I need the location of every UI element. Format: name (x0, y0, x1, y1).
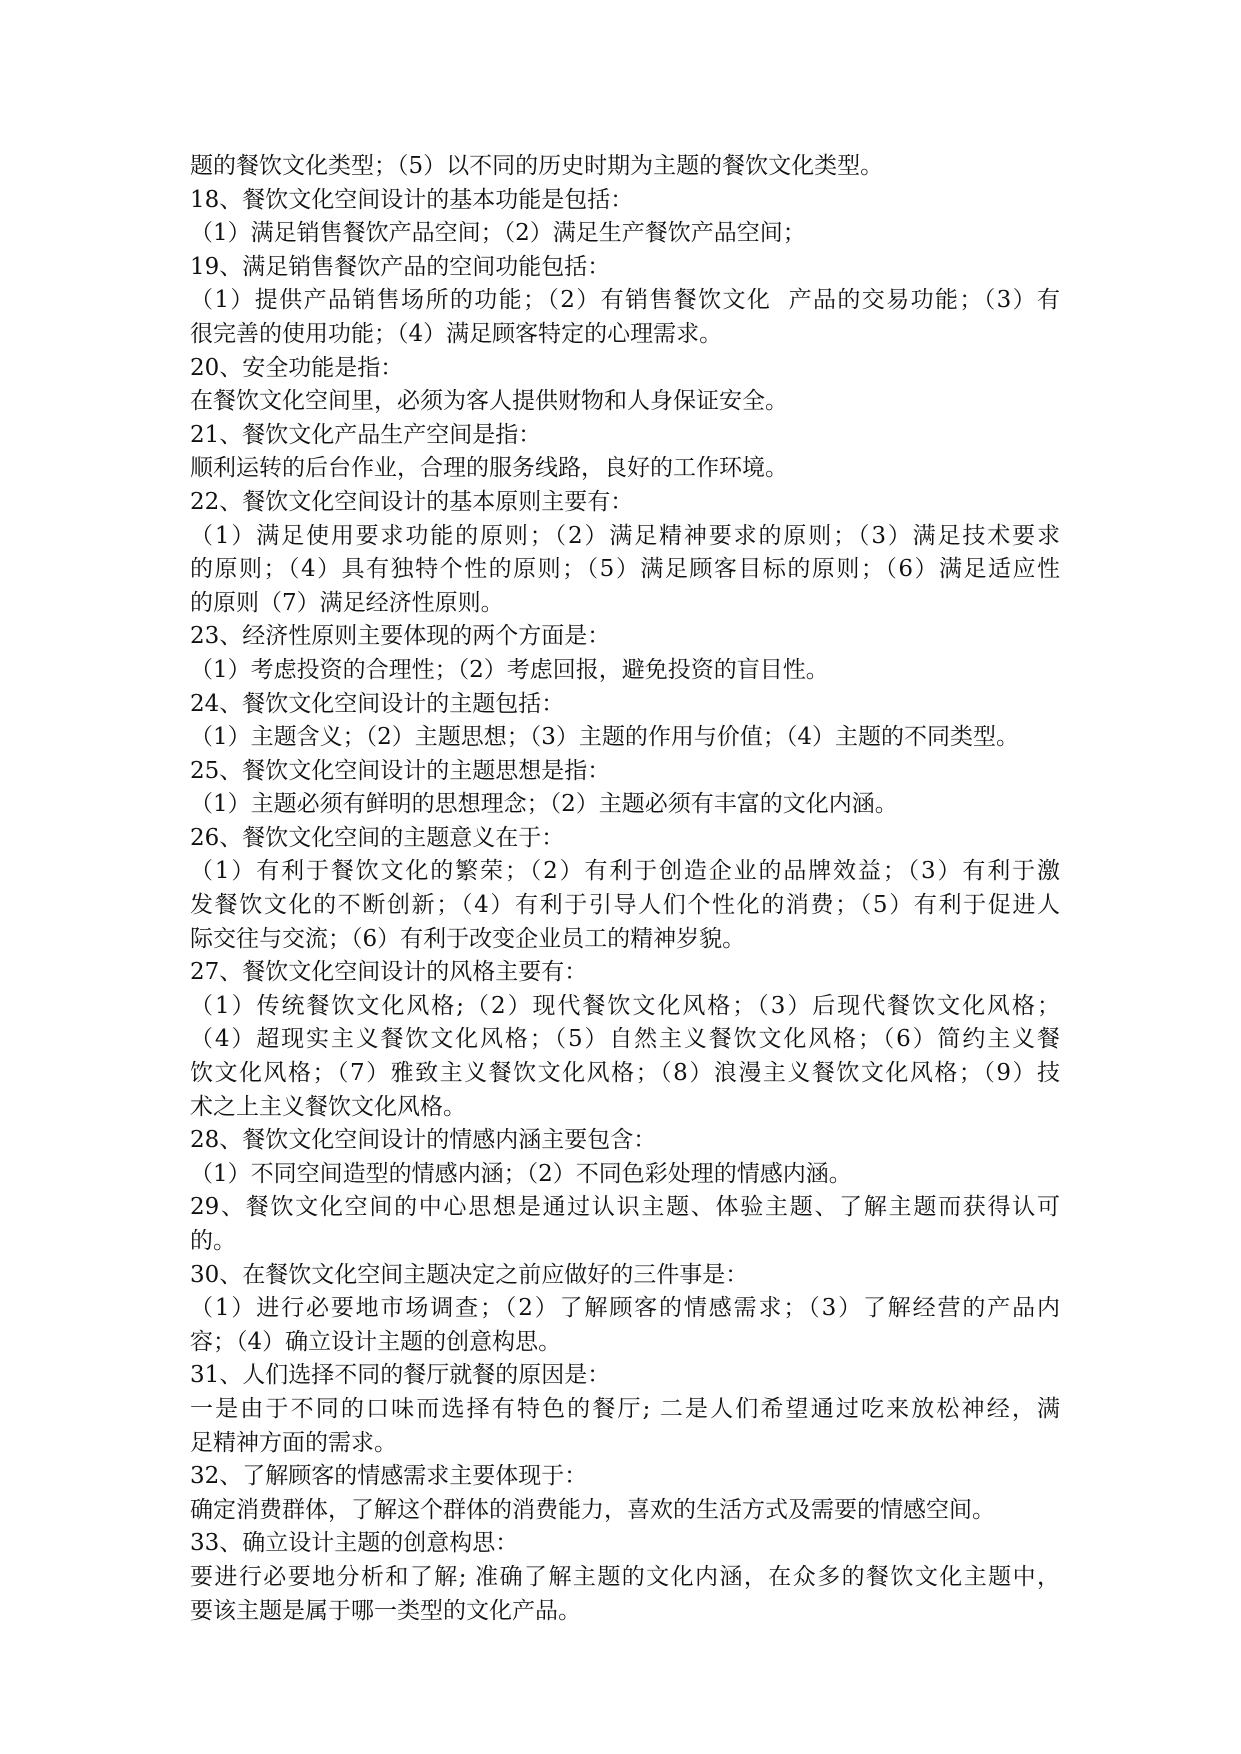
text-line: 容；（4）确立设计主题的创意构思。 (190, 1328, 562, 1355)
text-line: 要进行必要地分析和了解; 准确了解主题的文化内涵，在众多的餐饮文化主题中， (190, 1563, 1060, 1590)
text-line: 31、人们选择不同的餐厅就餐的原因是： (190, 1362, 611, 1389)
text-line: 25、餐饮文化空间设计的主题思想是指： (190, 757, 611, 784)
text-line: 的原则；（4）具有独特个性的原则；（5）满足顾客目标的原则；（6）满足适应性 (190, 556, 1060, 583)
text-line: 30、在餐饮文化空间主题决定之前应做好的三件事是： (190, 1261, 749, 1288)
text-line: 20、安全功能是指： (190, 354, 404, 381)
text-line: 很完善的使用功能；（4）满足顾客特定的心理需求。 (190, 320, 723, 347)
text-line: （1）考虑投资的合理性；（2）考虑回报，避免投资的盲目性。 (190, 656, 829, 683)
text-line: 的。 (190, 1228, 236, 1254)
text-line: （1）传统餐饮文化风格;（2）现代餐饮文化风格；（3）后现代餐饮文化风格； (190, 992, 1060, 1019)
document-body (190, 150, 1060, 1628)
text-line: （1）有利于餐饮文化的繁荣；（2）有利于创造企业的品牌效益；（3）有利于激 (190, 858, 1060, 885)
text-line: 29、餐饮文化空间的中心思想是通过认识主题、体验主题、了解主题而获得认可 (190, 1194, 1060, 1221)
text-line: 22、餐饮文化空间设计的基本原则主要有： (190, 488, 634, 515)
text-line: 确定消费群体，了解这个群体的消费能力，喜欢的生活方式及需要的情感空间。 (190, 1496, 995, 1523)
text-line: 发餐饮文化的不断创新；（4）有利于引导人们个性化的消费；（5）有利于促进人 (190, 892, 1060, 919)
text-line: 23、经济性原则主要体现的两个方面是： (190, 623, 611, 650)
text-line: 在餐饮文化空间里，必须为客人提供财物和人身保证安全。 (190, 388, 788, 415)
text-line: 32、了解顾客的情感需求主要体现于： (190, 1463, 588, 1490)
text-line: 的原则（7）满足经济性原则。 (190, 589, 504, 616)
text-line: （1）主题必须有鲜明的思想理念；（2）主题必须有丰富的文化内涵。 (190, 791, 898, 818)
text-line: 顺利运转的后台作业，合理的服务线路，良好的工作环境。 (190, 455, 788, 482)
text-line: 际交往与交流；（6）有利于改变企业员工的精神岁貌。 (190, 925, 746, 952)
text-line: 21、餐饮文化产品生产空间是指： (190, 421, 542, 448)
text-line: 一是由于不同的口味而选择有特色的餐厅; 二是人们希望通过吃来放松神经，满 (190, 1395, 1060, 1422)
text-line: （1）满足使用要求功能的原则；（2）满足精神要求的原则；（3）满足技术要求 (190, 522, 1060, 549)
text-line: 18、餐饮文化空间设计的基本功能是包括： (190, 186, 634, 213)
text-line: 饮文化风格；（7）雅致主义餐饮文化风格；（8）浪漫主义餐饮文化风格；（9）技 (190, 1060, 1060, 1087)
text-line: 足精神方面的需求。 (190, 1429, 397, 1456)
text-line: 要该主题是属于哪一类型的文化产品。 (190, 1597, 581, 1624)
text-line: （4）超现实主义餐饮文化风格；（5）自然主义餐饮文化风格；（6）简约主义餐 (190, 1026, 1060, 1053)
text-line: 题的餐饮文化类型；（5）以不同的历史时期为主题的餐饮文化类型。 (190, 153, 884, 179)
text-line: （1）满足销售餐饮产品空间；（2）满足生产餐饮产品空间； (190, 220, 806, 247)
text-line: 24、餐饮文化空间设计的主题包括： (190, 690, 565, 717)
text-line: （1）进行必要地市场调查；（2）了解顾客的情感需求；（3）了解经营的产品内 (190, 1295, 1060, 1322)
text-line: 27、餐饮文化空间设计的风格主要有： (190, 959, 588, 986)
text-line: （1）主题含义；（2）主题思想；（3）主题的作用与价值；（4）主题的不同类型。 (190, 724, 1020, 751)
text-line: 术之上主义餐饮文化风格。 (190, 1093, 466, 1120)
text-line: 26、餐饮文化空间的主题意义在于： (190, 824, 565, 851)
text-line: （1）提供产品销售场所的功能；（2）有销售餐饮文化 产品的交易功能；（3）有 (190, 287, 1060, 314)
text-line: 33、确立设计主题的创意构思： (190, 1530, 519, 1557)
text-line: （1）不同空间造型的情感内涵；（2）不同色彩处理的情感内涵。 (190, 1160, 852, 1187)
text-line: 28、餐饮文化空间设计的情感内涵主要包含： (190, 1127, 657, 1154)
text-line: 19、满足销售餐饮产品的空间功能包括： (190, 253, 611, 280)
